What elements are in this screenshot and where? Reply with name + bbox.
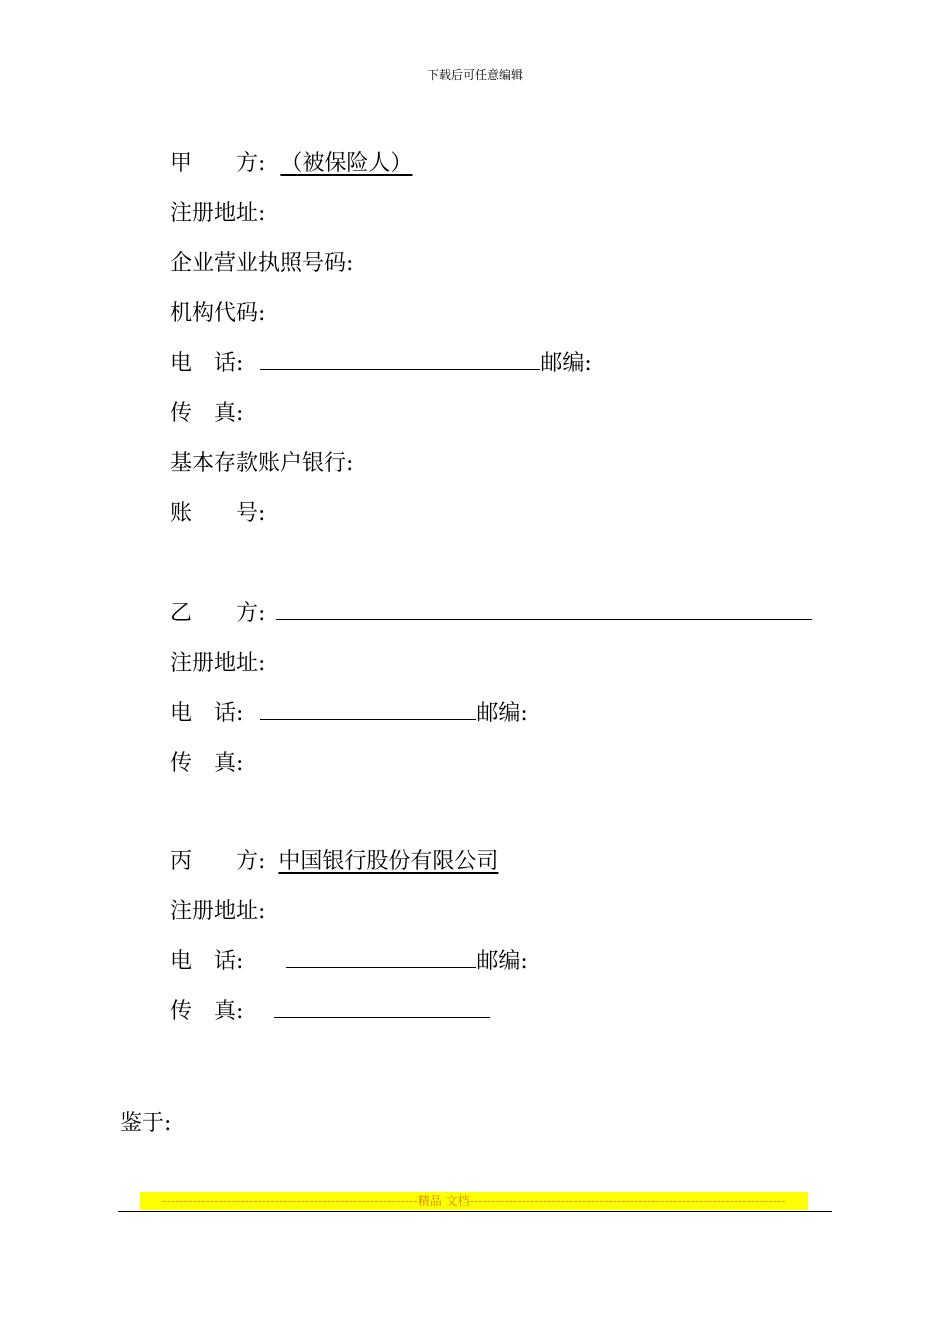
party-a-account: 账 号: <box>170 501 266 526</box>
party-c-phone-line <box>170 948 528 976</box>
party-b-postcode-label: 邮编: <box>476 701 528 726</box>
whereas-heading: 鉴于: <box>120 1111 172 1136</box>
party-c-fax-line <box>170 998 490 1026</box>
party-c-reg-address: 注册地址: <box>170 899 266 924</box>
footer-text: 精品 文档 <box>417 1194 470 1208</box>
party-c-name: 中国银行股份有限公司 <box>278 849 499 874</box>
party-a-name: （被保险人） <box>280 151 413 176</box>
footer-banner <box>140 1192 808 1210</box>
party-a-org-code: 机构代码: <box>170 301 266 326</box>
party-a-bank: 基本存款账户银行: <box>170 451 354 476</box>
party-c-postcode-label: 邮编: <box>476 949 528 974</box>
party-a-reg-address: 注册地址: <box>170 201 266 226</box>
party-c-phone-blank <box>286 949 476 968</box>
party-c-title: 丙 方: <box>170 849 266 874</box>
party-c-fax-blank <box>274 999 490 1018</box>
party-c-title-line <box>170 848 498 876</box>
party-a-title-line <box>170 150 412 178</box>
party-b-phone-blank <box>260 701 476 720</box>
party-a-phone-label: 电 话: <box>170 351 244 376</box>
footer-left-dashes: ----------------------------------------------------------- <box>162 1194 418 1208</box>
party-a-phone-line <box>170 350 592 378</box>
party-c-fax-label: 传 真: <box>170 999 244 1024</box>
header-note: 下载后可任意编辑 <box>426 68 523 82</box>
party-b-phone-label: 电 话: <box>170 701 244 726</box>
party-b-title: 乙 方: <box>170 601 266 626</box>
footer-right-dashes: ------------------------------------------------------------------------- <box>469 1194 786 1208</box>
party-a-license-no: 企业营业执照号码: <box>170 251 354 276</box>
party-b-reg-address: 注册地址: <box>170 651 266 676</box>
party-b-phone-line <box>170 700 528 728</box>
party-a-fax: 传 真: <box>170 401 244 426</box>
party-a-phone-blank <box>260 351 540 370</box>
party-a-postcode-label: 邮编: <box>540 351 592 376</box>
party-c-phone-label: 电 话: <box>170 949 244 974</box>
party-b-title-line <box>170 600 812 628</box>
party-b-name-blank <box>276 601 812 620</box>
party-a-title: 甲 方: <box>170 151 266 176</box>
party-b-fax: 传 真: <box>170 751 244 776</box>
footer-rule <box>118 1211 832 1212</box>
